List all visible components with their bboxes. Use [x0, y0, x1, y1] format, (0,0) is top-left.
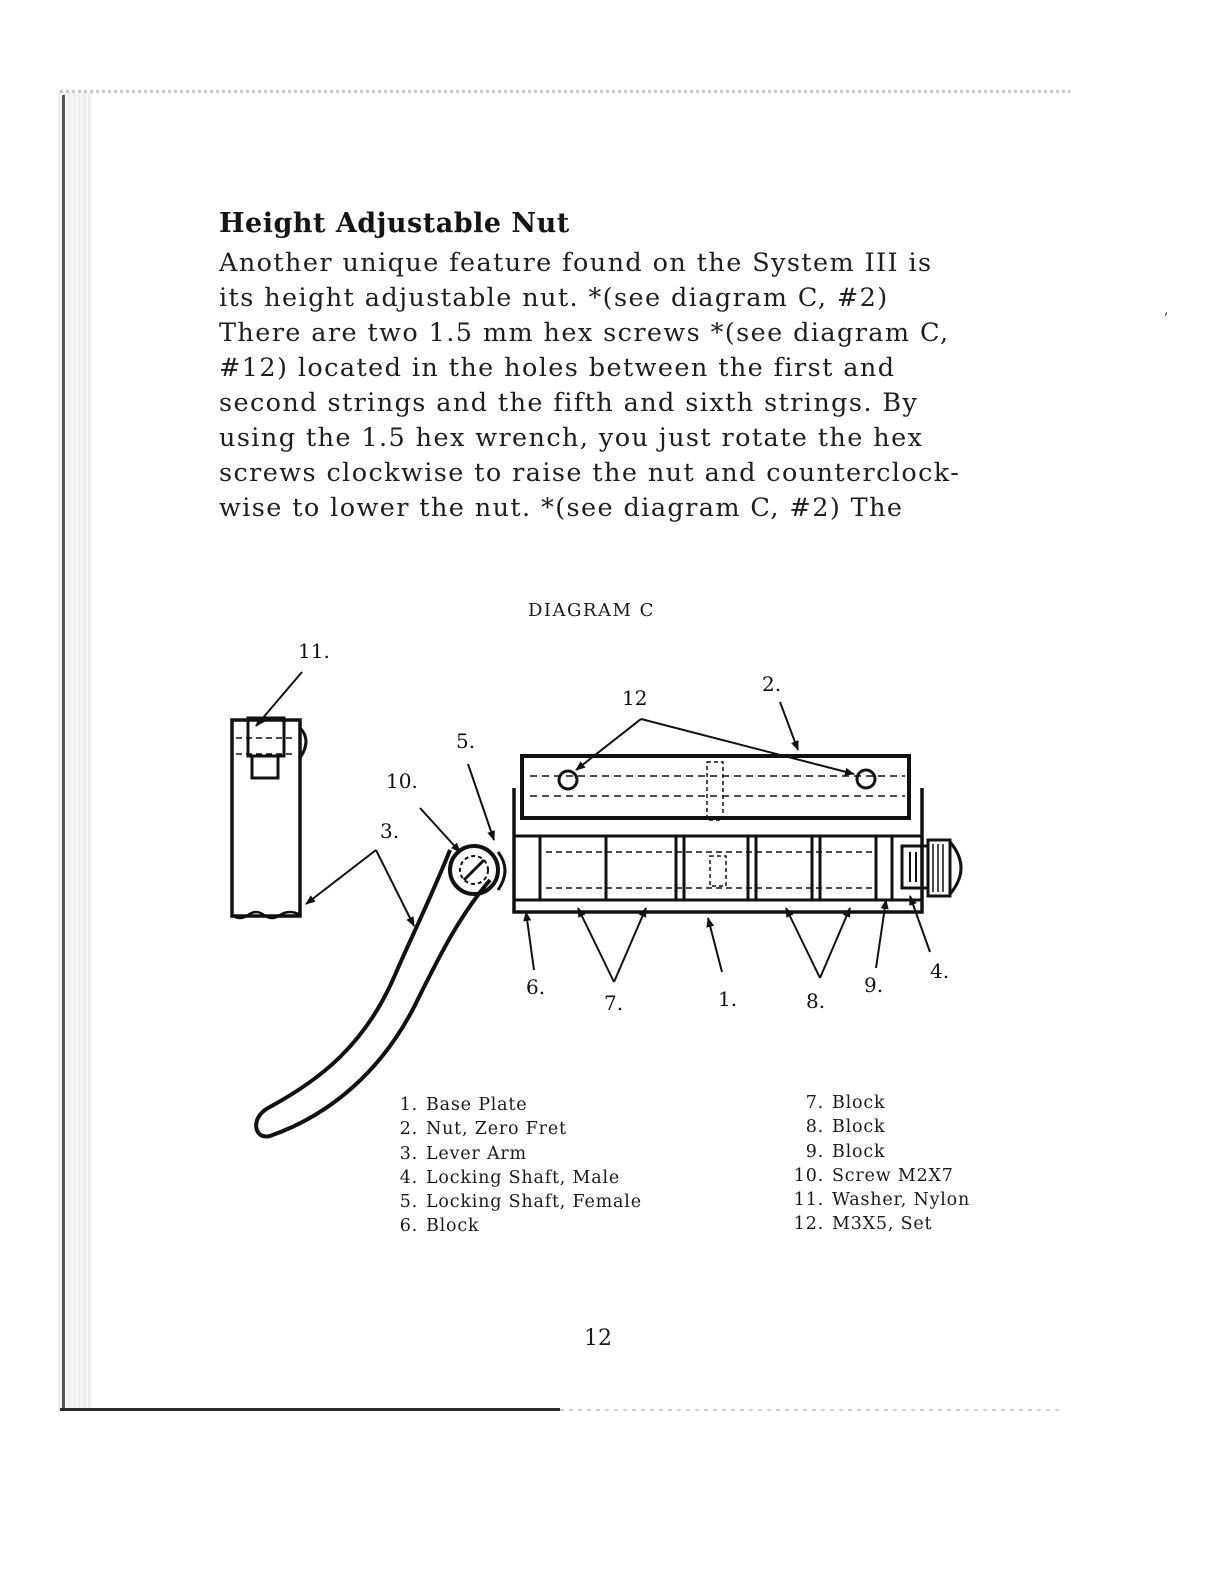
legend-item: 3. Lever Arm — [399, 1143, 527, 1164]
legend-item: 5. Locking Shaft, Female — [399, 1192, 642, 1213]
paragraph-line: using the 1.5 hex wrench, you just rotate the hex — [219, 423, 924, 453]
legend-item: 9. Block — [805, 1141, 886, 1162]
base-plate — [514, 788, 922, 912]
callout-5: 5. — [456, 729, 476, 753]
parts-legend-right — [790, 1091, 970, 1237]
side-view-block — [232, 718, 306, 918]
paragraph-line: wise to lower the nut. *(see diagram C, #2) The — [219, 493, 904, 523]
locking-shaft-male — [902, 840, 961, 896]
paragraph-line: its height adjustable nut. *(see diagram C, #2) — [219, 283, 889, 313]
diagram-title: DIAGRAM C — [528, 600, 655, 621]
callout-9: 9. — [864, 973, 884, 997]
legend-item: 6. Block — [399, 1216, 480, 1237]
callout-11: 11. — [298, 639, 330, 663]
callout-8: 8. — [806, 989, 826, 1013]
callout-7: 7. — [604, 991, 624, 1015]
callout-6: 6. — [526, 975, 546, 999]
legend-item: 8. Block — [805, 1117, 886, 1138]
callout-4: 4. — [930, 959, 950, 983]
legend-item: 1. Base Plate — [399, 1095, 528, 1115]
section-heading: Height Adjustable Nut — [219, 208, 570, 239]
parts-legend-left — [394, 1093, 642, 1239]
callout-1: 1. — [718, 987, 738, 1011]
legend-item: 2. Nut, Zero Fret — [399, 1119, 567, 1140]
callout-12: 12 — [622, 686, 648, 710]
legend-item: 10. Screw M2X7 — [793, 1165, 954, 1186]
legend-item: 4. Locking Shaft, Male — [399, 1167, 621, 1188]
legend-item: 11. Washer, Nylon — [793, 1190, 971, 1211]
callout-2: 2. — [762, 672, 782, 696]
callout-10: 10. — [386, 769, 418, 793]
paragraph-line: There are two 1.5 mm hex screws *(see diagram C, — [219, 318, 950, 348]
paragraph-line: Another unique feature found on the System III is — [219, 248, 933, 278]
page-number: 12 — [584, 1326, 612, 1351]
legend-item: 12. M3X5, Set — [793, 1214, 933, 1235]
paragraph-line: second strings and the fifth and sixth strings. By — [219, 388, 919, 418]
paragraph-line: #12) located in the holes between the first and — [219, 353, 896, 383]
callout-leaders — [256, 672, 930, 982]
paragraph-line: screws clockwise to raise the nut and counterclock- — [219, 458, 961, 488]
stray-mark: , — [1164, 302, 1169, 318]
callout-3: 3. — [380, 819, 400, 843]
legend-item: 7. Block — [805, 1093, 886, 1113]
